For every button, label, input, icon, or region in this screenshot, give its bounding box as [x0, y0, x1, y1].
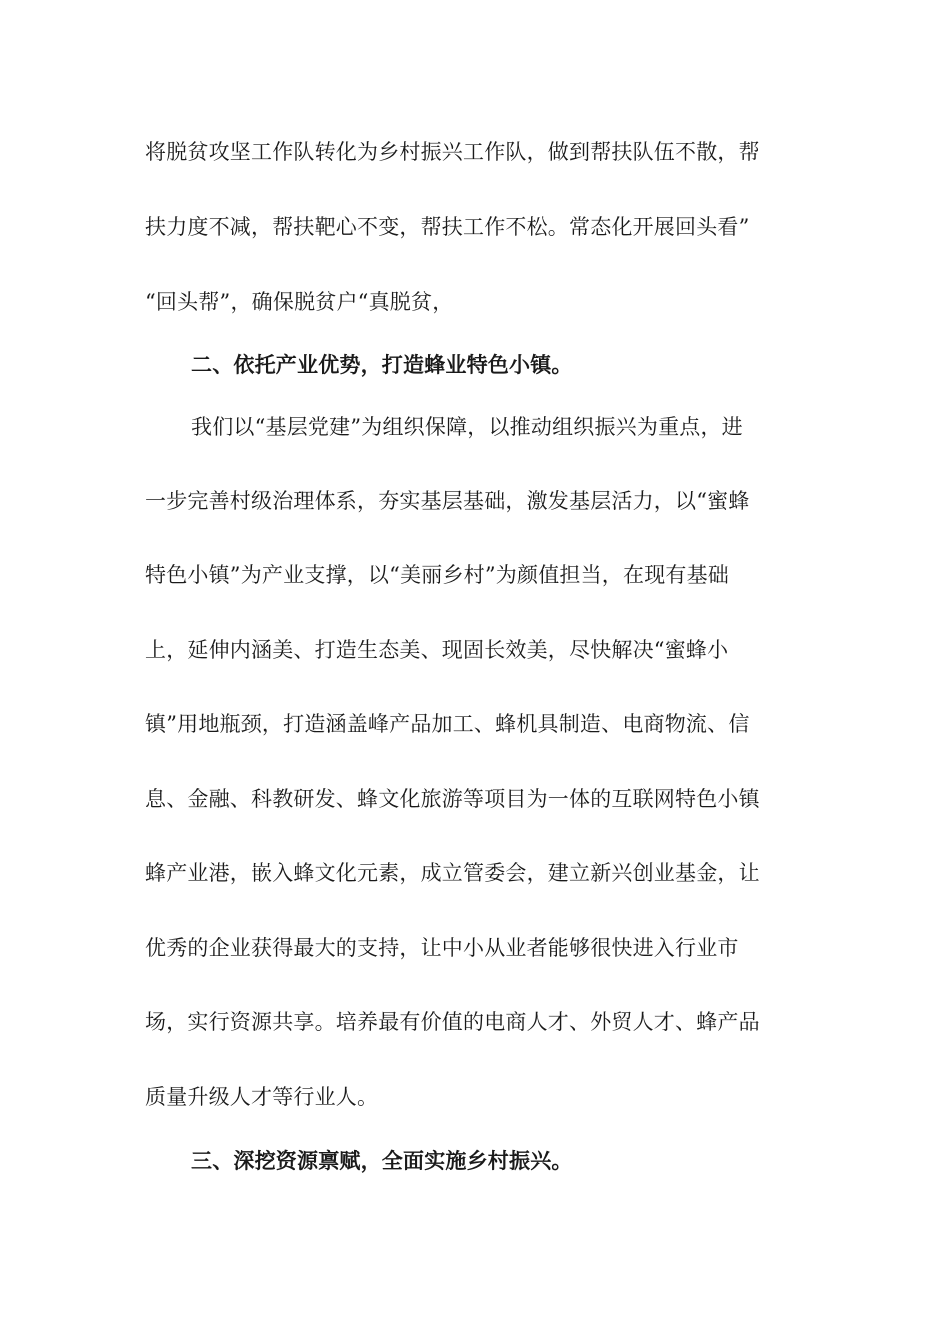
- body-text-line: 上，延伸内涵美、打造生态美、现固长效美，尽快解决“蜜蜂小: [145, 638, 729, 662]
- body-text-line: 质量升级人才等行业人。: [145, 1085, 379, 1109]
- body-text-line: 扶力度不减，帮扶靶心不变，帮扶工作不松。常态化开展回头看”: [145, 215, 750, 239]
- body-text-line: 场，实行资源共享。培养最有价值的电商人才、外贸人才、蜂产品: [145, 1010, 760, 1034]
- body-text-line: 优秀的企业获得最大的支持，让中小从业者能够很快进入行业市: [145, 936, 739, 960]
- body-text-line: 将脱贫攻坚工作队转化为乡村振兴工作队，做到帮扶队伍不散，帮: [145, 140, 760, 164]
- body-text-line: 蜂产业港，嵌入蜂文化元素，成立管委会，建立新兴创业基金，让: [145, 861, 760, 885]
- body-text-line: 特色小镇”为产业支撑，以“美丽乡村”为颜值担当，在现有基础: [145, 563, 730, 587]
- body-text-line: 镇”用地瓶颈，打造涵盖峰产品加工、蜂机具制造、电商物流、信: [145, 712, 750, 736]
- body-text-line: 我们以“基层党建”为组织保障，以推动组织振兴为重点，进: [191, 415, 743, 439]
- body-text-line: 息、金融、科教研发、蜂文化旅游等项目为一体的互联网特色小镇: [145, 787, 760, 811]
- section-heading-3: 三、深挖资源禀赋，全面实施乡村振兴。: [191, 1148, 573, 1173]
- section-heading-2: 二、依托产业优势，打造蜂业特色小镇。: [191, 352, 573, 377]
- body-text-line: 一步完善村级治理体系，夯实基层基础，激发基层活力，以“蜜蜂: [145, 489, 750, 513]
- body-text-line: “回头帮”，确保脱贫户“真脱贫，: [145, 290, 454, 314]
